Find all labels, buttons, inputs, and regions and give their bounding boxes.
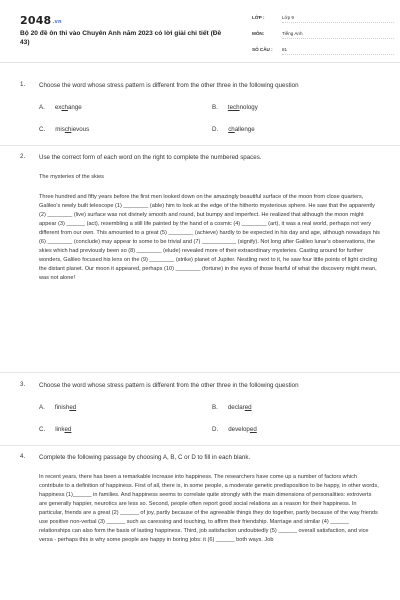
document-header xyxy=(0,0,400,63)
question-text: Choose the word whose stress pattern is different from the other three in the following question xyxy=(39,82,299,89)
logo-text: 2048 xyxy=(20,14,52,27)
question-count-value: 81 xyxy=(282,47,394,55)
divider xyxy=(0,445,400,446)
document-title: Bộ 20 đề ôn thi vào Chuyên Anh năm 2023 có lời giải chi tiết (Đề 43) xyxy=(20,30,222,47)
passage-title: The mysteries of the skies xyxy=(39,174,104,180)
class-value: Lớp 9 xyxy=(282,15,394,23)
question-text: Complete the following passage by choosing A, B, C or D to fill in each blank. xyxy=(39,454,251,461)
subject-value: Tiếng Anh xyxy=(282,31,394,39)
q1-option-d[interactable]: D. challenge xyxy=(212,126,255,133)
q3-option-d[interactable]: D. developed xyxy=(212,426,257,433)
reading-passage: In recent years, there has been a remarkable increase into happiness. The researchers have come up a number of factors which contribute to a definition of happiness. First of all, there is, in some people, a moderate genetic predisposition to be happy, in other words, happiness (1)______ in families. And happiness seems to correlate quite strongly with the main dimensions of personalities: extroverts are generally happier, neurotics are less so. Second, people often report good social relations as a reason for their happiness. In particular, friends are a great (2) ______ of joy, partly because of the agreeable things they do together, partly because of the way friends use positive non-verbal (3) ______ such as caressing and touching, to affirm their friendship. Marriage and similar (4) ______ relationships can also form the basis of lasting happiness. Third, job satisfaction undoubtedly (5) ______ overall satisfaction, and vice versa - perhaps this is why some people are happy in boring jobs: it (6) ______ both ways. Job xyxy=(39,474,379,544)
q3-option-b[interactable]: B. declared xyxy=(212,404,252,411)
question-number: 4. xyxy=(20,453,26,460)
q1-option-a[interactable]: A. exchange xyxy=(39,104,82,111)
logo-suffix: .vn xyxy=(52,19,62,25)
question-number: 3. xyxy=(20,381,26,388)
question-number: 1. xyxy=(20,81,26,88)
divider xyxy=(0,372,400,373)
meta-subject xyxy=(252,31,394,39)
meta-question-count xyxy=(252,47,394,55)
q3-option-a[interactable]: A. finished xyxy=(39,404,77,411)
class-label: LỚP : xyxy=(252,15,265,20)
q3-option-c[interactable]: C. linked xyxy=(39,426,72,433)
site-logo[interactable] xyxy=(20,14,62,27)
question-number: 2. xyxy=(20,153,26,160)
question-text: Use the correct form of each word on the right to complete the numbered spaces. xyxy=(39,154,262,161)
reading-passage: Three hundred and fifty years before the first men looked down on the amazingly beautiful surface of the moon from close quarters, Galileo's newly built telescope (1) ________ (able) him to look at the edge of the hitherto mysterious sphere. He saw that the apparently (2) ________ (live) surface was not divinely smooth and round, but bumpy and imperfect. He realized that although the moon might appear (3) ______ (act), resembling a still life painted by the hand of a cosmic (4) ________ (art), it was a real world, perhaps not very different from our own. This amounted to a great (5) ________ (achieve) hardly to be expected in his day and age, although nowadays his (6) ________ (conclude) may appear to some to be trivial and (7) ___________ (signify). Not long after Galileo lunar's observations, the skies which had previously been so (8) ________ (elude) revealed more of their extraordinary mysteries. Casting around for further wonders, Galileo focused his lens on the (9) ________ (strike) planet of Jupiter. Nestling next to it, he saw four little points of light circling the distant planet. Our moon it appeared, perhaps (10) ________ (fortune) in the eyes of those fearful of what the discovery might mean, was not alone! xyxy=(39,194,380,282)
question-count-label: SỐ CÂU : xyxy=(252,47,273,52)
q1-option-b[interactable]: B. technology xyxy=(212,104,258,111)
meta-class xyxy=(252,15,394,23)
question-text: Choose the word whose stress pattern is different from the other three in the following question xyxy=(39,382,299,389)
divider xyxy=(0,145,400,146)
subject-label: MÔN: xyxy=(252,31,265,36)
q1-option-c[interactable]: C. mischievous xyxy=(39,126,90,133)
